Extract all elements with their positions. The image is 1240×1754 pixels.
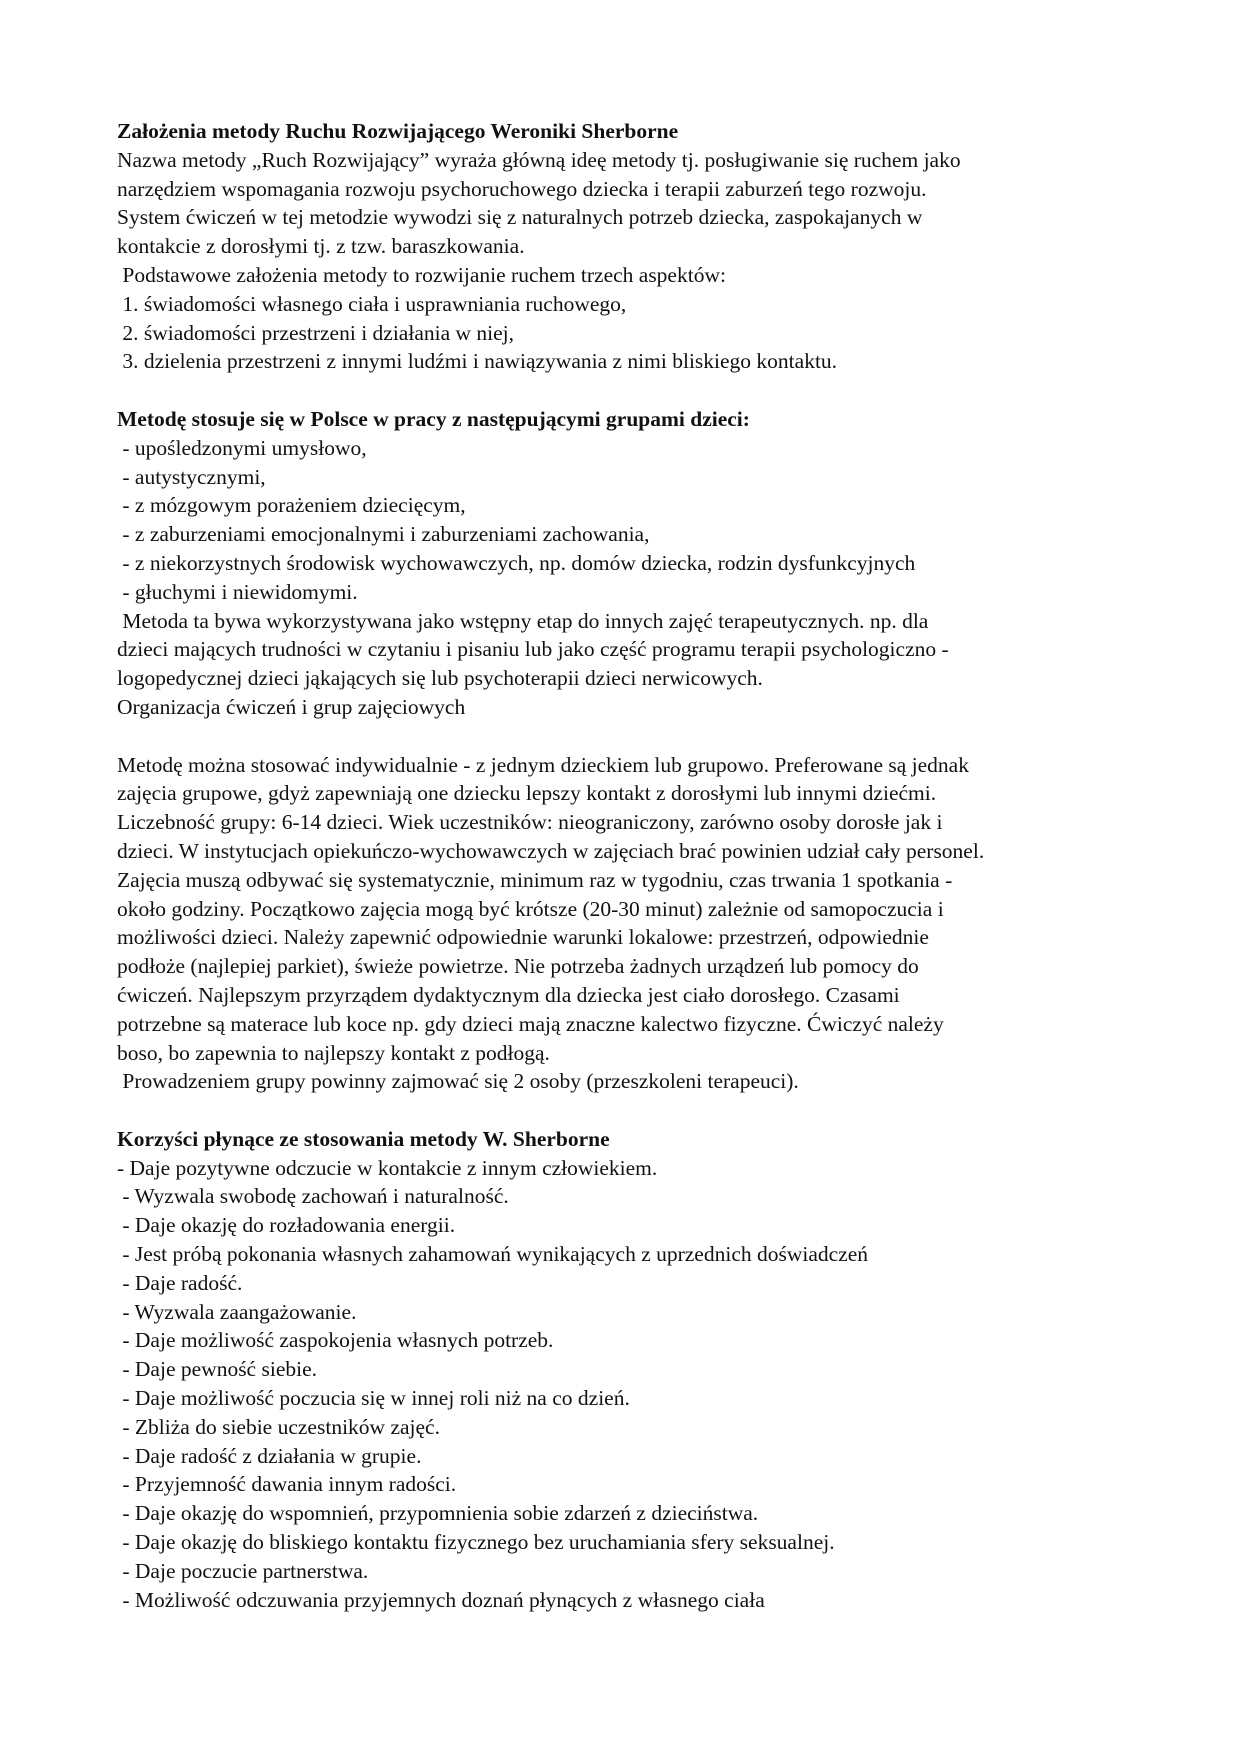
- text-line: zajęcia grupowe, gdyż zapewniają one dziecku lepszy kontakt z dorosłymi lub innymi dziećmi.: [117, 781, 937, 806]
- list-item: - Daje radość.: [117, 1270, 243, 1295]
- subheading-organization: Organizacja ćwiczeń i grup zajęciowych: [117, 694, 466, 719]
- list-item: - Daje możliwość zaspokojenia własnych potrzeb.: [117, 1328, 554, 1353]
- text-line: Metoda ta bywa wykorzystywana jako wstępny etap do innych zajęć terapeutycznych. np. dla: [117, 608, 929, 633]
- list-item: - Wyzwala swobodę zachowań i naturalność.: [117, 1184, 509, 1209]
- text-line: System ćwiczeń w tej metodzie wywodzi się z naturalnych potrzeb dziecka, zaspokajanych w: [117, 205, 923, 230]
- text-line: Liczebność grupy: 6-14 dzieci. Wiek uczestników: nieograniczony, zarówno osoby dorosłe jak i: [117, 810, 943, 835]
- list-item: - autystycznymi,: [117, 464, 266, 489]
- list-item: - głuchymi i niewidomymi.: [117, 579, 358, 604]
- section-heading-groups: Metodę stosuje się w Polsce w pracy z następującymi grupami dzieci:: [117, 406, 750, 431]
- text-line: logopedycznej dzieci jąkających się lub psychoterapii dzieci nerwicowych.: [117, 666, 763, 691]
- list-item: - Daje okazję do wspomnień, przypomnienia sobie zdarzeń z dzieciństwa.: [117, 1501, 759, 1526]
- bullet-list-benefits: [117, 1154, 1137, 1615]
- text-line: możliwości dzieci. Należy zapewnić odpowiednie warunki lokalowe: przestrzeń, odpowiednie: [117, 925, 929, 950]
- list-item: - Daje radość z działania w grupie.: [117, 1443, 422, 1468]
- spacer: [117, 722, 1137, 751]
- text-line: dzieci mających trudności w czytaniu i pisaniu lub jako część programu terapii psychologiczno -: [117, 637, 949, 662]
- paragraph-method-name: [117, 146, 1137, 261]
- spacer: [117, 1096, 1137, 1125]
- section-heading-benefits: Korzyści płynące ze stosowania metody W. Sherborne: [117, 1126, 610, 1151]
- paragraph-basic-assumptions: Podstawowe założenia metody to rozwijanie ruchem trzech aspektów:: [117, 262, 726, 287]
- text-line: kontakcie z dorosłymi tj. z tzw. baraszkowania.: [117, 234, 525, 259]
- document-page: [117, 117, 1137, 1614]
- list-item: - Przyjemność dawania innym radości.: [117, 1472, 457, 1497]
- list-item: - Możliwość odczuwania przyjemnych doznań płynących z własnego ciała: [117, 1587, 765, 1612]
- list-item: - Jest próbą pokonania własnych zahamowań wynikających z uprzednich doświadczeń: [117, 1242, 869, 1267]
- text-line: narzędziem wspomagania rozwoju psychoruchowego dziecka i terapii zaburzeń tego rozwoju.: [117, 176, 927, 201]
- paragraph-usage: [117, 607, 1137, 693]
- list-item: - Wyzwala zaangażowanie.: [117, 1299, 357, 1324]
- text-line: potrzebne są materace lub koce np. gdy dzieci mają znaczne kalectwo fizyczne. Ćwiczyć należy: [117, 1011, 944, 1036]
- section-heading-assumptions: Założenia metody Ruchu Rozwijającego Weroniki Sherborne: [117, 119, 679, 143]
- list-item: - Zbliża do siebie uczestników zajęć.: [117, 1414, 440, 1439]
- list-item: - z zaburzeniami emocjonalnymi i zaburzeniami zachowania,: [117, 522, 650, 547]
- text-line: Metodę można stosować indywidualnie - z jednym dzieckiem lub grupowo. Preferowane są jednak: [117, 752, 969, 777]
- paragraph-organization: [117, 751, 1137, 1068]
- list-item: 1. świadomości własnego ciała i usprawniania ruchowego,: [117, 291, 627, 316]
- text-line: boso, bo zapewnia to najlepszy kontakt z podłogą.: [117, 1040, 550, 1065]
- list-item: - upośledzonymi umysłowo,: [117, 435, 367, 460]
- list-item: - Daje okazję do rozładowania energii.: [117, 1213, 456, 1238]
- list-item: - Daje poczucie partnerstwa.: [117, 1558, 369, 1583]
- text-line: Nazwa metody „Ruch Rozwijający” wyraża główną ideę metody tj. posługiwanie się ruchem jako: [117, 147, 961, 172]
- text-line: dzieci. W instytucjach opiekuńczo-wychowawczych w zajęciach brać powinien udział cały personel.: [117, 838, 985, 863]
- list-item: - z mózgowym porażeniem dziecięcym,: [117, 493, 466, 518]
- list-item: - Daje pozytywne odczucie w kontakcie z innym człowiekiem.: [117, 1155, 658, 1180]
- text-line: podłoże (najlepiej parkiet), świeże powietrze. Nie potrzeba żadnych urządzeń lub pomocy do: [117, 954, 919, 979]
- text-line: około godziny. Początkowo zajęcia mogą być krótsze (20-30 minut) zależnie od samopoczucia i: [117, 896, 944, 921]
- text-line: Zajęcia muszą odbywać się systematycznie, minimum raz w tygodniu, czas trwania 1 spotkania -: [117, 867, 953, 892]
- list-item: 2. świadomości przestrzeni i działania w niej,: [117, 320, 515, 345]
- list-item: - z niekorzystnych środowisk wychowawczych, np. domów dziecka, rodzin dysfunkcyjnych: [117, 550, 916, 575]
- bullet-list-groups: [117, 434, 1137, 607]
- spacer: [117, 376, 1137, 405]
- text-line: ćwiczeń. Najlepszym przyrządem dydaktycznym dla dziecka jest ciało dorosłego. Czasami: [117, 982, 900, 1007]
- numbered-list-aspects: [117, 290, 1137, 376]
- list-item: - Daje możliwość poczucia się w innej roli niż na co dzień.: [117, 1386, 630, 1411]
- list-item: - Daje pewność siebie.: [117, 1357, 317, 1382]
- list-item: - Daje okazję do bliskiego kontaktu fizycznego bez uruchamiania sfery seksualnej.: [117, 1530, 835, 1555]
- list-item: 3. dzielenia przestrzeni z innymi ludźmi i nawiązywania z nimi bliskiego kontaktu.: [117, 349, 838, 374]
- paragraph-group-leaders: Prowadzeniem grupy powinny zajmować się 2 osoby (przeszkoleni terapeuci).: [117, 1069, 799, 1094]
